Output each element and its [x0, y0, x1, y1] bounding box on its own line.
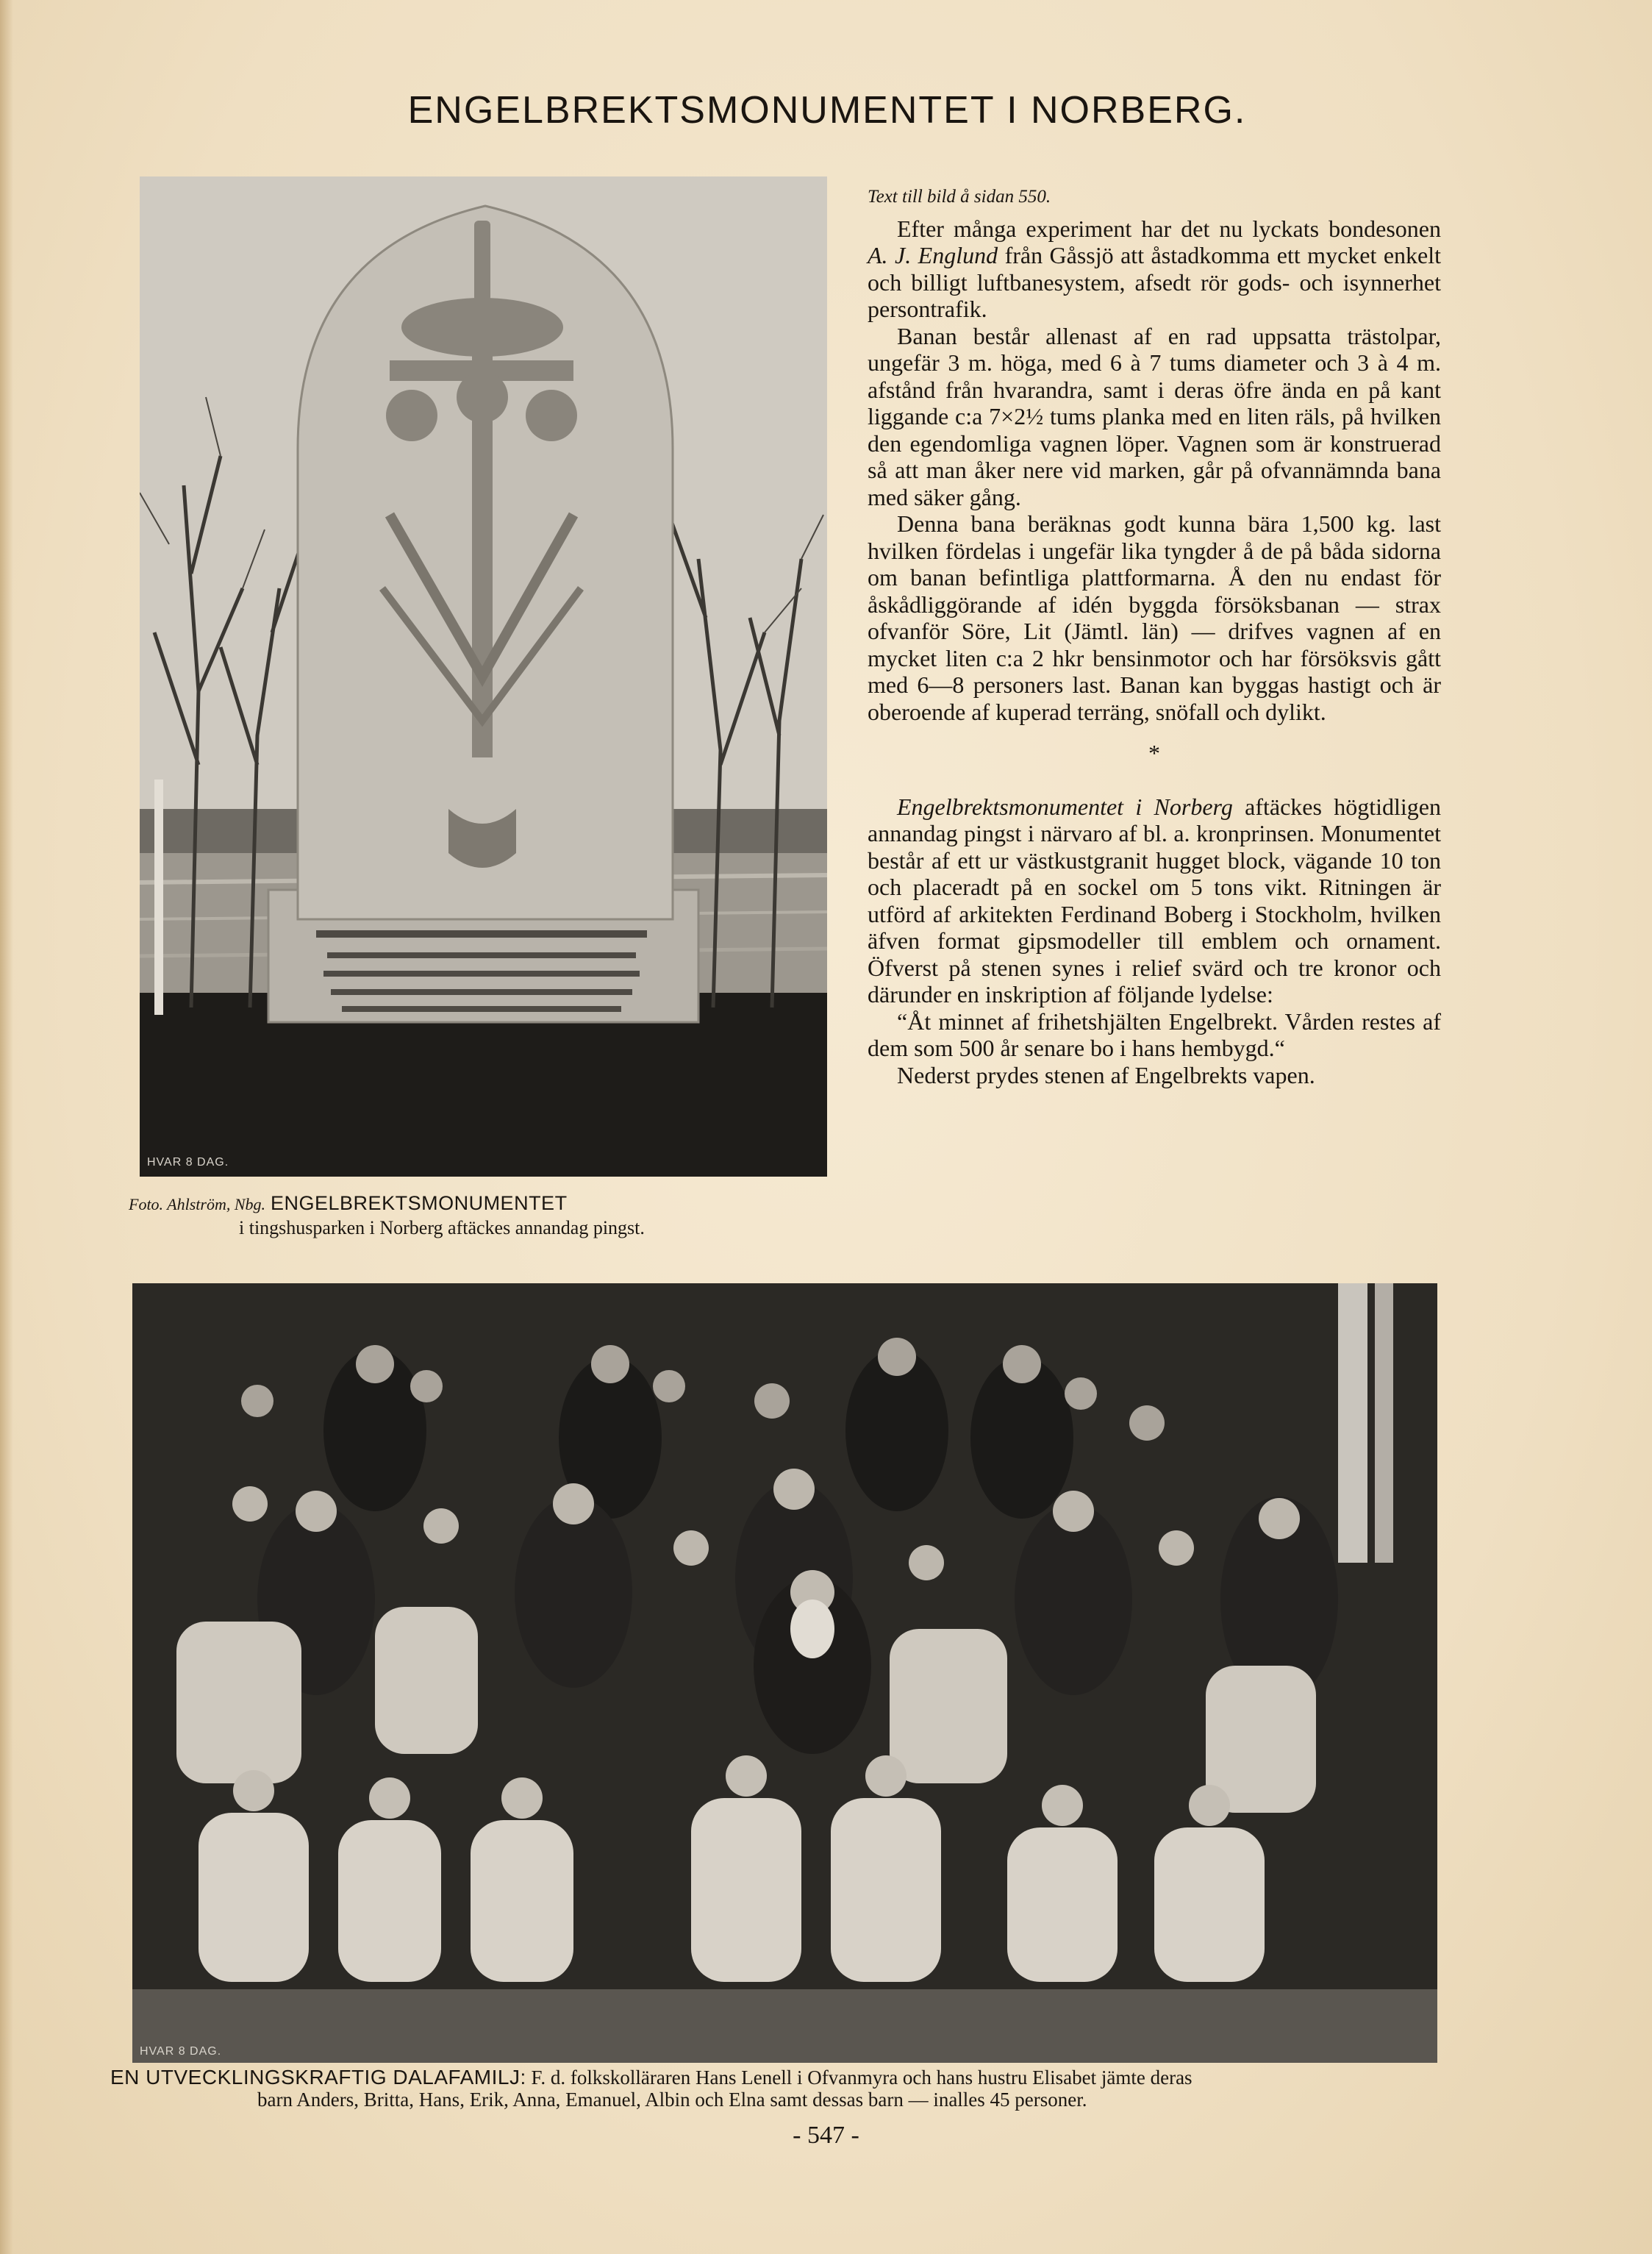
page-title: ENGELBREKTSMONUMENTET I NORBERG. [407, 89, 1247, 132]
monument-name: Engelbrektsmonumentet i Norberg [897, 793, 1233, 820]
photo-watermark: HVAR 8 DAG. [147, 1156, 229, 1169]
family-photo-illustration [132, 1283, 1437, 2063]
article-paragraph-4: Engelbrektsmonumentet i Norberg aftäckes högtidligen annandag pingst i närvaro af bl. a. kronprinsen. Monumentet består af ett ur västkustgranit hugget block, vägande 10 ton och placeradt på en sockel om 5 tons vikt. Ritningen är utförd af arkitekten Ferdinand Boberg i Stockholm, hvilken äfven format gipsmodeller till emblem och ornament. Öfverst på stenen synes i relief svärd och tre kronor och därunder en inskription af följande lydelse: [868, 793, 1442, 1007]
caption-text: i tingshusparken i Norberg aftäckes annandag pingst. [239, 1217, 645, 1238]
article-paragraph-2: Banan består allenast af en rad uppsatta trästolpar, ungefär 3 m. höga, med 6 à 7 tums diameter och 3 à 4 m. afstånd från hvarandra, samt i deras öfre ända en på kant liggande c:a 7×2½ tums planka med en liten räls, på hvilken den egendomliga vagnen löper. Vagnen som är konstruerad så att man åker nere vid marken, går på ofvannämnda bana med säker gång. [868, 322, 1441, 510]
article-paragraph-5: “Åt minnet af frihetshjälten Engelbrekt. Vården restes af dem som 500 år senare bo i hans hembygd.“ [868, 1007, 1441, 1061]
page-edge-shadow [0, 0, 13, 2254]
family-photo-caption [110, 2066, 1470, 2111]
inventor-name: A. J. Englund [868, 242, 998, 268]
article-paragraph-1: Efter många experiment har det nu lyckats bondesonen A. J. Englund från Gåssjö att åstadkomma ett mycket enkelt och billigt luftbanesystem, afsedt rör gods- och isynnerhet persontrafik. [868, 215, 1442, 322]
photo-credit: Foto. Ahlström, Nbg. [129, 1195, 266, 1213]
article-paragraph-3: Denna bana beräknas godt kunna bära 1,500 kg. last hvilken fördelas i ungefär lika tyngder å de på båda sidorna om banan befintliga plattformarna. Å den nu endast för åskådliggörande af idén byggda försöksbanan — strax ofvanför Söre, Lit (Jämtl. län) — drifves vagnen af en mycket liten c:a 2 hkr bensinmotor och har försöksvis gått med 6—8 personers last. Banan kan byggas hastigt och är oberoende af kuperad terräng, snöfall och dylikt. [868, 510, 1441, 725]
photo-watermark: HVAR 8 DAG. [140, 2045, 222, 2058]
article-reference: Text till bild å sidan 550. [868, 187, 1051, 207]
caption-text: F. d. folkskolläraren Hans Lenell i Ofvanmyra och hans hustru Elisabet jämte deras [526, 2066, 1192, 2089]
caption-text-line2: barn Anders, Britta, Hans, Erik, Anna, Emanuel, Albin och Elna samt dessas barn — inalles 45 personer. [257, 2089, 1087, 2111]
article-column [868, 184, 1441, 1088]
family-photo [132, 1283, 1437, 2063]
monument-photo-illustration [140, 176, 827, 1177]
caption-title: ENGELBREKTSMONUMENTET [271, 1192, 568, 1214]
section-separator: * [1148, 740, 1160, 766]
monument-photo-caption [129, 1191, 834, 1240]
monument-photo [140, 176, 827, 1177]
page-number: - 547 - [793, 2122, 859, 2149]
caption-title: EN UTVECKLINGSKRAFTIG DALAFAMILJ: [110, 2066, 526, 2089]
article-paragraph-6: Nederst prydes stenen af Engelbrekts vapen. [897, 1061, 1315, 1088]
